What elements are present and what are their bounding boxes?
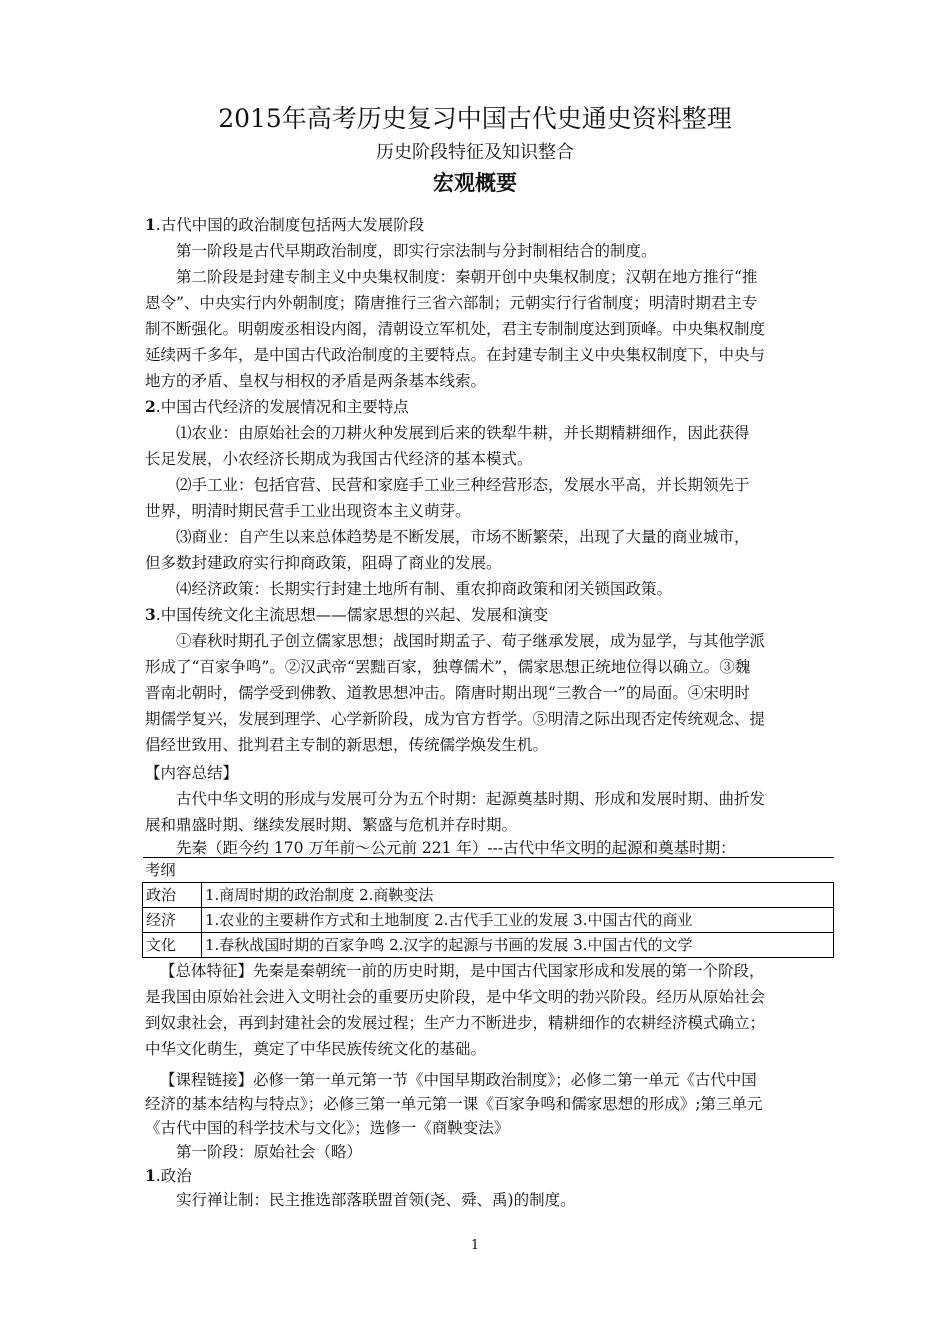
sec3-heading: 3.中国传统文化主流思想——儒家思想的兴起、发展和演变 xyxy=(145,605,549,624)
paragraph-line: 中华文化萌生，奠定了中华民族传统文化的基础。 xyxy=(145,1040,487,1058)
paragraph-line: 恩令”、中央实行内外朝制度；隋唐推行三省六部制；元朝实行行省制度；明清时期君主专 xyxy=(145,294,758,312)
paragraph-line: ⑴农业：由原始社会的刀耕火种发展到后来的铁犁牛耕，并长期精耕细作，因此获得 xyxy=(176,424,750,442)
page-subtitle: 历史阶段特征及知识整合 xyxy=(376,142,574,163)
paragraph-line: 世界，明清时期民营手工业出现资本主义萌芽。 xyxy=(145,502,471,520)
paragraph-line: 先秦（距今约 170 万年前～公元前 221 年）---古代中华文明的起源和奠基时期： xyxy=(176,839,736,857)
table-header-cell: 考纲 xyxy=(143,858,834,883)
paragraph-line: 制不断强化。明朝废丞相设内阁，清朝设立军机处，君主专制制度达到顶峰。中央集权制度 xyxy=(145,320,766,338)
paragraph-line: ⑷经济政策：长期实行封建土地所有制、重农抑商政策和闭关锁国政策。 xyxy=(176,580,673,598)
paragraph-line: 经济的基本结构与特点》；必修三第一单元第一课《百家争鸣和儒家思想的形成》;第三单元 xyxy=(145,1095,763,1113)
paragraph-line: 是我国由原始社会进入文明社会的重要历史阶段，是中华文明的勃兴阶段。经历从原始社会 xyxy=(145,988,766,1006)
paragraph-line: ⑶商业：自产生以来总体趋势是不断发展，市场不断繁荣，出现了大量的商业城市， xyxy=(176,528,750,546)
sec2-heading: 2.中国古代经济的发展情况和主要特点 xyxy=(145,397,409,416)
paragraph-line: 延续两千多年，是中国古代政治制度的主要特点。在封建专制主义中央集权制度下，中央与 xyxy=(145,346,766,364)
paragraph-line: 【总体特征】先秦是秦朝统一前的历史时期，是中国古代国家形成和发展的第一个阶段， xyxy=(160,962,765,980)
outline-table xyxy=(142,857,834,958)
summary-label: 【内容总结】 xyxy=(145,764,239,782)
paragraph-line: 古代中华文明的形成与发展可分为五个时期：起源奠基时期、形成和发展时期、曲折发 xyxy=(176,790,766,808)
paragraph-line: 期儒学复兴，发展到理学、心学新阶段，成为官方哲学。⑤明清之际出现否定传统观念、提 xyxy=(145,710,766,728)
paragraph-line: 第一阶段是古代早期政治制度，即实行宗法制与分封制相结合的制度。 xyxy=(176,242,657,260)
paragraph-line: 但多数封建政府实行抑商政策，阻碍了商业的发展。 xyxy=(145,554,502,572)
table-row xyxy=(143,933,834,958)
table-row-content: 1.春秋战国时期的百家争鸣 2.汉字的起源与书画的发展 3.中国古代的文学 xyxy=(202,933,834,958)
paragraph-line: ⑵手工业：包括官营、民营和家庭手工业三种经营形态，发展水平高，并长期领先于 xyxy=(176,476,750,494)
paragraph-line: 到奴隶社会，再到封建社会的发展过程；生产力不断进步，精耕细作的农耕经济模式确立； xyxy=(145,1014,766,1032)
paragraph-line: 地方的矛盾、皇权与相权的矛盾是两条基本线索。 xyxy=(145,372,487,390)
table-row-content: 1.农业的主要耕作方式和土地制度 2.古代手工业的发展 3.中国古代的商业 xyxy=(202,908,834,933)
table-header-row xyxy=(143,858,834,883)
stage-sub-heading: 1.政治 xyxy=(145,1166,192,1185)
table-row-label: 经济 xyxy=(143,908,202,933)
paragraph-line: 《古代中国的科学技术与文化》；选修一《商鞅变法》 xyxy=(145,1119,510,1137)
sec1-heading: 1.古代中国的政治制度包括两大发展阶段 xyxy=(145,215,425,234)
table-row-label: 政治 xyxy=(143,883,202,908)
paragraph-line: 长足发展，小农经济长期成为我国古代经济的基本模式。 xyxy=(145,450,533,468)
page-number: 1 xyxy=(470,1238,480,1253)
paragraph-line: 【课程链接】必修一第一单元第一节《中国早期政治制度》；必修二第一单元《古代中国 xyxy=(160,1071,757,1089)
table-row-content: 1.商周时期的政治制度 2.商鞅变法 xyxy=(202,883,834,908)
page-title: 2015年高考历史复习中国古代史通史资料整理 xyxy=(218,104,732,133)
section-heading: 宏观概要 xyxy=(433,171,517,195)
table-row xyxy=(143,908,834,933)
paragraph-line: 第二阶段是封建专制主义中央集权制度：秦朝开创中央集权制度；汉朝在地方推行“推 xyxy=(176,268,758,286)
paragraph-line: 实行禅让制：民主推选部落联盟首领(尧、舜、禹)的制度。 xyxy=(176,1191,576,1209)
table-row-label: 文化 xyxy=(143,933,202,958)
stage-heading: 第一阶段：原始社会（略） xyxy=(176,1143,363,1161)
paragraph-line: 晋南北朝时，儒学受到佛教、道教思想冲击。隋唐时期出现“三教合一”的局面。④宋明时 xyxy=(145,684,750,702)
paragraph-line: 倡经世致用、批判君主专制的新思想，传统儒学焕发生机。 xyxy=(145,736,549,754)
paragraph-line: ①春秋时期孔子创立儒家思想；战国时期孟子、荀子继承发展，成为显学，与其他学派 xyxy=(176,632,766,650)
paragraph-line: 形成了“百家争鸣”。②汉武帝“罢黜百家，独尊儒术”，儒家思想正统地位得以确立。③魏 xyxy=(145,658,751,676)
table-row xyxy=(143,883,834,908)
paragraph-line: 展和鼎盛时期、继续发展时期、繁盛与危机并存时期。 xyxy=(145,816,518,834)
